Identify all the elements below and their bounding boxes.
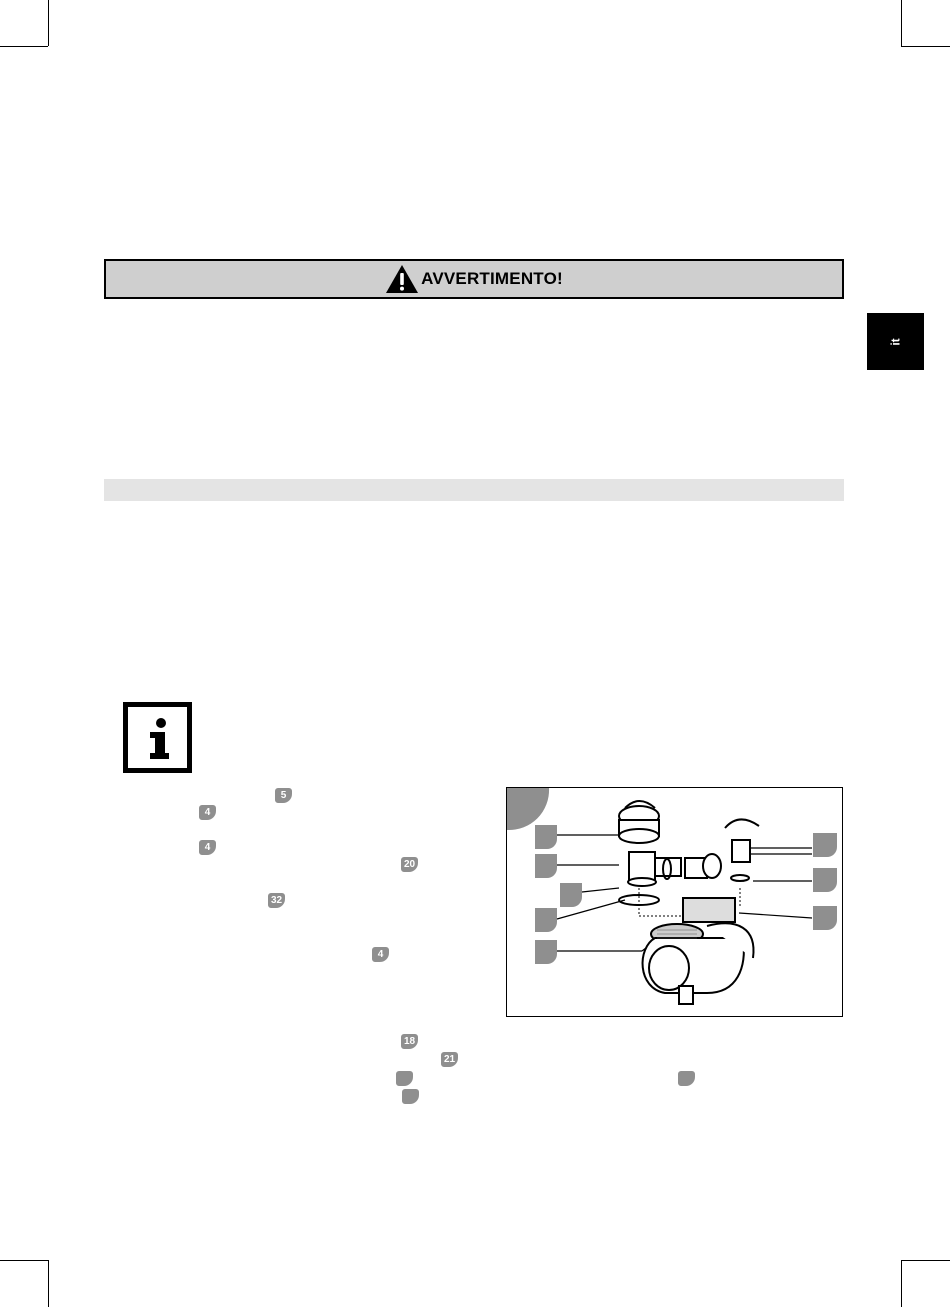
ref-badge [678,1071,695,1086]
ref-badge: 4 [372,947,389,962]
ref-badge: 5 [275,788,292,803]
ref-badge: 20 [401,857,418,872]
pump-illustration [507,788,843,1017]
crop-mark [0,46,48,47]
crop-mark [901,46,950,47]
ref-badge: 4 [199,840,216,855]
ref-badge [396,1071,413,1086]
crop-mark [48,1260,49,1307]
language-tab [867,313,924,370]
crop-mark [0,1260,48,1261]
ref-badge [402,1089,419,1104]
crop-mark [48,0,49,46]
section-heading-bar [104,479,844,501]
ref-badge: 32 [268,893,285,908]
language-tab-label: it [888,337,903,346]
info-icon [128,707,187,768]
ref-badge: 21 [441,1052,458,1067]
info-note-box [123,702,192,773]
pump-exploded-figure [506,787,843,1017]
crop-mark [901,1260,902,1307]
crop-mark [901,0,902,46]
warning-title: AVVERTIMENTO! [421,269,563,288]
warning-triangle-icon [385,264,419,294]
crop-mark [901,1260,950,1261]
warning-banner [104,259,844,299]
ref-badge: 4 [199,805,216,820]
ref-badge: 18 [401,1034,418,1049]
